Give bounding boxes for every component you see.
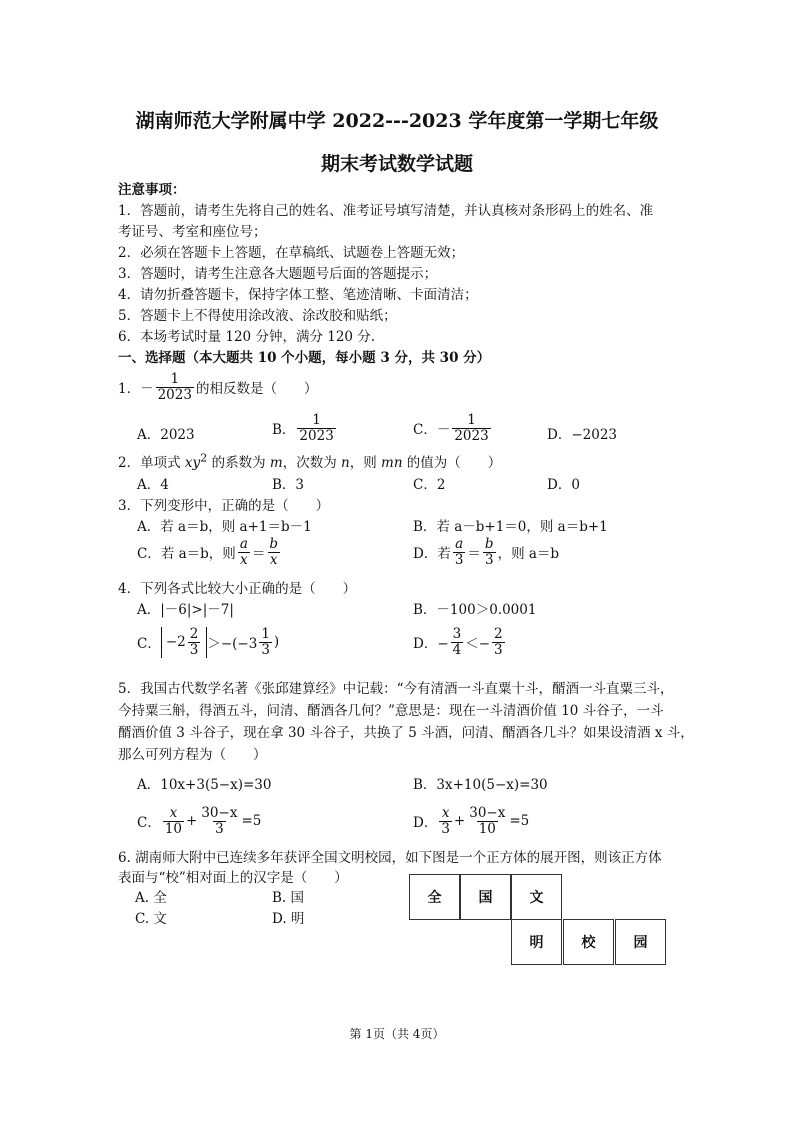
q5-c-frac2 — [199, 806, 239, 837]
q3-d-frac1 — [453, 537, 466, 568]
q3-c-n2: b — [269, 536, 279, 552]
q4-option-b: B．－100＞0.0001 — [413, 602, 537, 618]
question-4: 4．下列各式比较大小正确的是（ ） — [118, 581, 357, 597]
q6-option-a: A. 全 — [135, 890, 167, 906]
q5-d-frac1 — [439, 806, 452, 837]
q2-option-b: B．3 — [272, 477, 305, 493]
q4-c-mid: ＞−(−3 — [207, 636, 258, 653]
q4-d-n2: 2 — [494, 626, 503, 642]
q1-c-fraction — [452, 413, 490, 444]
q2-n: n — [341, 455, 350, 471]
q4-c-end: ) — [273, 634, 280, 651]
q3-d-label: D．若 — [413, 546, 451, 563]
q4-d-d1: 4 — [452, 641, 462, 658]
q4-option-c — [137, 627, 279, 658]
q3-c-n1: a — [239, 536, 248, 552]
q2-exponent: 2 — [200, 451, 208, 465]
q4-d-n1: 3 — [452, 626, 462, 642]
q5-d-label: D． — [413, 815, 438, 832]
q4-c-fn2: 1 — [261, 626, 270, 642]
q6-option-d: D. 明 — [272, 911, 305, 927]
net-cell: 明 — [511, 919, 562, 965]
q2-option-c: C．2 — [413, 477, 446, 493]
notes-item: 2．必须在答题卡上答题，在草稿纸、试题卷上答题无效； — [118, 245, 465, 261]
q3-c-d1: x — [240, 551, 248, 568]
q3-d-d1: 3 — [454, 551, 464, 568]
q6-option-c: C. 文 — [135, 911, 167, 927]
q4-c-frac2 — [259, 627, 272, 658]
net-cell: 全 — [409, 874, 460, 920]
q2-text: 的值为（ ） — [402, 455, 502, 471]
q1-b-fraction — [297, 413, 335, 444]
q2-term: xy — [184, 455, 201, 471]
question-5-line: 今持粟三斛，得酒五斗，问清、醑酒各几何？”意思是：现在一斗清酒价值 10 斗谷子，一斗 — [118, 703, 664, 719]
q1-number: 1． — [118, 381, 141, 398]
q5-option-d — [413, 806, 529, 837]
notes-heading: 注意事项： — [118, 182, 186, 198]
q1-frac-num: 1 — [170, 371, 180, 387]
q4-c-inner: −2 — [165, 634, 186, 651]
q1-c-den: 2023 — [454, 427, 489, 444]
q3-c-label: C．若 a＝b，则 — [137, 546, 236, 563]
q3-option-a: A．若 a＝b，则 a+1＝b－1 — [137, 519, 312, 535]
q3-c-eq: ＝ — [251, 546, 266, 563]
question-2 — [118, 451, 501, 471]
page-footer: 第 1页（共 4页） — [349, 1027, 445, 1041]
q5-d-plus: + — [453, 813, 466, 830]
question-5-line: 醑酒价值 3 斗谷子，现在拿 30 斗谷子，共换了 5 斗酒，问清、醑酒各几斗？如果设清酒 x 斗， — [118, 725, 694, 741]
q1-option-a: A．2023 — [137, 427, 195, 443]
q5-c-plus: + — [186, 813, 198, 830]
q5-d-d1: 3 — [441, 820, 450, 837]
q5-d-n1: x — [441, 805, 450, 821]
q2-option-d: D．0 — [547, 477, 580, 493]
question-1 — [118, 372, 317, 403]
question-5-line: 5．我国古代数学名著《张邱建算经》中记载：“今有清酒一斗直粟十斗，醑酒一斗直粟三斗， — [118, 681, 674, 697]
q1-b-den: 2023 — [299, 427, 334, 444]
q1-text: 的相反数是（ ） — [195, 381, 318, 398]
net-cell: 文 — [511, 874, 562, 920]
notes-item: 6．本场考试时量 120 分钟，满分 120 分. — [118, 329, 376, 345]
q3-c-frac1 — [238, 537, 250, 568]
q4-d-label: D．− — [413, 636, 449, 653]
question-6-line: 表面与“校”相对面上的汉字是（ ） — [118, 870, 348, 886]
q2-mn: mn — [381, 455, 403, 471]
q5-c-n1: x — [169, 805, 178, 821]
q4-c-fd2: 3 — [261, 641, 270, 658]
q4-d-frac1 — [451, 627, 464, 658]
q1-b-num: 1 — [312, 412, 321, 428]
exam-title-line2: 期末考试数学试题 — [320, 153, 473, 175]
q2-text: 的系数为 — [207, 455, 270, 471]
net-cell: 校 — [563, 919, 614, 965]
q5-d-n2: 30−x — [469, 805, 506, 821]
q1-option-d: D．−2023 — [547, 427, 617, 443]
net-cell: 国 — [460, 874, 511, 920]
q4-d-lt: ＜− — [465, 636, 491, 653]
q5-c-d1: 10 — [164, 820, 183, 837]
q1-fraction — [156, 372, 194, 403]
q5-c-label: C． — [137, 815, 161, 832]
q3-c-d2: x — [269, 551, 278, 568]
q2-text: 2．单项式 — [118, 455, 185, 471]
q3-d-tail: ，则 a＝b — [497, 546, 560, 563]
q5-option-c — [137, 806, 261, 837]
notes-item: 5．答题卡上不得使用涂改液、涂改胶和贴纸； — [118, 308, 397, 324]
q1-sign: － — [140, 381, 154, 398]
notes-item: 1．答题前，请考生先将自己的姓名、准考证号填写清楚，并认真核对条形码上的姓名、准 — [118, 203, 654, 219]
q5-c-frac1 — [163, 806, 184, 837]
q5-d-eq: =5 — [509, 813, 530, 830]
question-3: 3．下列变形中，正确的是（ ） — [118, 498, 330, 514]
q1-c-num: 1 — [467, 412, 476, 428]
q4-option-d — [413, 627, 507, 658]
q4-d-d2: 3 — [494, 641, 503, 658]
q1-b-label: B． — [272, 422, 296, 439]
notes-item: 3．答题时，请考生注意各大题题号后面的答题提示； — [118, 266, 438, 282]
q4-c-absolute — [161, 627, 208, 658]
q3-d-eq: ＝ — [467, 546, 481, 563]
q5-option-b: B．3x+10(5−x)=30 — [413, 777, 548, 793]
q4-c-fn: 2 — [189, 626, 199, 642]
net-cell: 园 — [615, 919, 666, 965]
q5-c-eq: =5 — [241, 813, 262, 830]
q2-text: ，则 — [349, 455, 382, 471]
q1-option-b — [272, 413, 338, 444]
q4-option-a: A．|－6|>|－7| — [137, 602, 234, 618]
q5-d-frac2 — [467, 806, 507, 837]
q4-d-frac2 — [492, 627, 505, 658]
q4-c-frac1 — [188, 627, 201, 658]
notes-item: 4．请勿折叠答题卡，保持字体工整、笔迹清晰、卡面清洁； — [118, 287, 478, 303]
q3-d-d2: 3 — [484, 551, 494, 568]
q1-frac-den: 2023 — [157, 386, 192, 403]
q2-text: ，次数为 — [282, 455, 342, 471]
q1-option-c — [413, 413, 493, 444]
q1-c-label: C．－ — [413, 422, 451, 439]
q3-d-n2: b — [484, 536, 494, 552]
question-5-line: 那么可列方程为（ ） — [118, 747, 267, 763]
q3-option-c — [137, 537, 282, 568]
q3-option-b: B．若 a－b+1＝0，则 a＝b+1 — [413, 519, 608, 535]
q3-d-n1: a — [455, 536, 464, 552]
q6-option-b: B. 国 — [272, 890, 305, 906]
q5-c-n2: 30−x — [201, 805, 238, 821]
section-heading: 一、选择题（本大题共 10 个小题，每小题 3 分，共 30 分） — [118, 350, 491, 366]
q5-option-a: A．10x+3(5−x)=30 — [137, 777, 272, 793]
q3-c-frac2 — [267, 537, 280, 568]
q4-c-fd: 3 — [189, 641, 199, 658]
question-6-line: 6. 湖南师大附中已连续多年获评全国文明校园，如下图是一个正方体的展开图，则该正方体 — [118, 850, 662, 866]
exam-title-line1: 湖南师范大学附属中学 2022---2023 学年度第一学期七年级 — [135, 110, 659, 132]
q5-d-d2: 10 — [478, 820, 496, 837]
q2-option-a: A．4 — [137, 477, 169, 493]
q4-c-label: C． — [137, 636, 161, 653]
q2-m: m — [269, 455, 283, 471]
notes-item: 考证号、考室和座位号； — [118, 224, 267, 240]
q3-option-d — [413, 537, 559, 568]
q5-c-d2: 3 — [215, 820, 224, 837]
q3-d-frac2 — [483, 537, 496, 568]
